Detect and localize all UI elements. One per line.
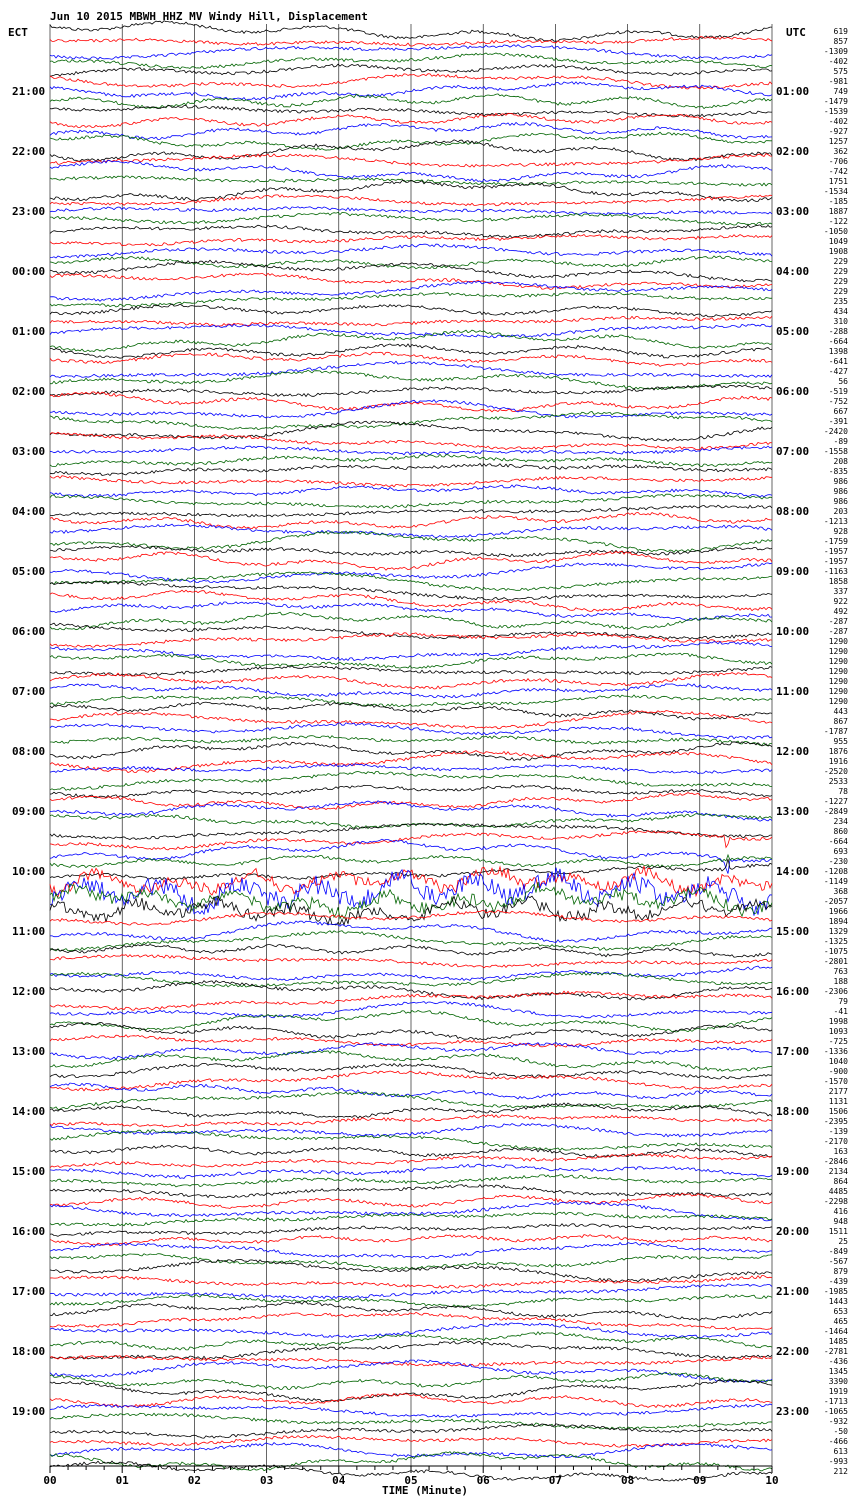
trace-scale-label: -664 xyxy=(828,337,848,346)
ect-hour-label: 01:00 xyxy=(12,325,46,338)
trace-scale-label: 368 xyxy=(833,887,848,896)
trace-scale-label: 1049 xyxy=(828,237,848,246)
trace-scale-label: 619 xyxy=(833,27,848,36)
trace-scale-label: 575 xyxy=(833,67,848,76)
trace-scale-label: 667 xyxy=(833,407,848,416)
trace-scale-label: 234 xyxy=(833,817,848,826)
utc-hour-label: 02:00 xyxy=(776,145,810,158)
trace-scale-label: 163 xyxy=(833,1147,848,1156)
trace-scale-label: 465 xyxy=(833,1317,848,1326)
trace-scale-label: 928 xyxy=(833,527,848,536)
ect-hour-label: 08:00 xyxy=(12,745,46,758)
utc-hour-labels xyxy=(776,85,809,1418)
trace-scale-label: -2849 xyxy=(823,807,848,816)
trace-scale-label: -567 xyxy=(828,1257,848,1266)
trace-scale-label: -752 xyxy=(828,397,848,406)
x-tick-label: 02 xyxy=(187,1474,202,1487)
trace-scale-label: 1290 xyxy=(828,697,848,706)
x-tick-label: 05 xyxy=(404,1474,418,1487)
trace-scale-label: -402 xyxy=(828,57,848,66)
x-axis-label: TIME (Minute) xyxy=(381,1484,469,1497)
ect-hour-label: 00:00 xyxy=(12,265,46,278)
ect-hour-label: 15:00 xyxy=(12,1165,46,1178)
trace-scale-label: -1479 xyxy=(823,97,848,106)
trace-scale-label: 653 xyxy=(833,1307,848,1316)
ect-hour-label: 02:00 xyxy=(12,385,46,398)
trace-scale-label: 1329 xyxy=(828,927,848,936)
ect-hour-label: 12:00 xyxy=(12,985,46,998)
trace-scale-label: -1759 xyxy=(823,537,848,546)
trace-scale-label: -981 xyxy=(828,77,848,86)
trace-scale-label: -725 xyxy=(828,1037,848,1046)
trace-scale-label: 1345 xyxy=(828,1367,848,1376)
trace-scale-label: 1398 xyxy=(828,347,848,356)
trace-scale-label: 860 xyxy=(833,827,848,836)
trace-scale-label: 1290 xyxy=(828,687,848,696)
trace-scale-label: -1570 xyxy=(823,1077,848,1086)
trace-scale-label: -1163 xyxy=(823,567,848,576)
trace-scale-label: -41 xyxy=(833,1007,848,1016)
trace-scale-label: -439 xyxy=(828,1277,848,1286)
trace-scale-label: 2533 xyxy=(828,777,848,786)
trace-scale-label: 693 xyxy=(833,847,848,856)
trace-scale-label: 1966 xyxy=(828,907,848,916)
trace-scale-label: 1443 xyxy=(828,1297,848,1306)
trace-scale-label: -1539 xyxy=(823,107,848,116)
trace-scale-label: -427 xyxy=(828,367,848,376)
trace-scale-label: 235 xyxy=(833,297,848,306)
ect-hour-label: 17:00 xyxy=(12,1285,46,1298)
trace-scale-label: 1511 xyxy=(828,1227,848,1236)
trace-scale-label: 337 xyxy=(833,587,848,596)
trace-scale-label: -1325 xyxy=(823,937,848,946)
trace-scale-label: -2057 xyxy=(823,897,848,906)
trace-scale-label: -230 xyxy=(828,857,848,866)
trace-scale-label: 203 xyxy=(833,507,848,516)
trace-scale-labels xyxy=(824,27,848,1476)
trace-scale-label: -2420 xyxy=(823,427,848,436)
trace-scale-label: 4485 xyxy=(828,1187,848,1196)
x-tick-label: 08 xyxy=(620,1474,635,1487)
x-tick-label: 04 xyxy=(332,1474,346,1487)
utc-header: UTC xyxy=(786,26,806,39)
trace-scale-label: -932 xyxy=(828,1417,848,1426)
trace-scale-label: 1290 xyxy=(828,657,848,666)
trace-scale-label: -2781 xyxy=(823,1347,848,1356)
utc-hour-label: 06:00 xyxy=(776,385,810,398)
ect-hour-label: 16:00 xyxy=(12,1225,46,1238)
trace-scale-label: -2298 xyxy=(823,1197,848,1206)
trace-scale-label: 434 xyxy=(833,307,848,316)
utc-hour-label: 08:00 xyxy=(776,505,810,518)
trace-scale-label: 1290 xyxy=(828,637,848,646)
trace-scale-label: 2177 xyxy=(828,1087,848,1096)
utc-hour-label: 17:00 xyxy=(776,1045,810,1058)
trace-scale-label: -835 xyxy=(828,467,848,476)
ect-hour-label: 21:00 xyxy=(12,85,46,98)
utc-hour-label: 13:00 xyxy=(776,805,810,818)
trace-scale-label: 1485 xyxy=(828,1337,848,1346)
trace-scale-label: 310 xyxy=(833,317,848,326)
utc-hour-label: 14:00 xyxy=(776,865,810,878)
utc-hour-label: 15:00 xyxy=(776,925,810,938)
trace-scale-label: 1257 xyxy=(828,137,848,146)
trace-scale-label: 948 xyxy=(833,1217,848,1226)
trace-scale-label: 1290 xyxy=(828,667,848,676)
ect-hour-label: 13:00 xyxy=(12,1045,46,1058)
trace-scale-label: -89 xyxy=(833,437,848,446)
x-tick-label: 09 xyxy=(693,1474,707,1487)
trace-scale-label: -1309 xyxy=(823,47,848,56)
trace-scale-label: 1131 xyxy=(828,1097,848,1106)
trace-scale-label: 749 xyxy=(833,87,848,96)
trace-scale-label: -1957 xyxy=(823,547,848,556)
trace-scale-label: 986 xyxy=(833,497,848,506)
trace-scale-label: 79 xyxy=(838,997,848,1006)
x-tick-label: 00 xyxy=(43,1474,57,1487)
trace-scale-label: -1464 xyxy=(823,1327,848,1336)
trace-scale-label: -1208 xyxy=(823,867,848,876)
trace-scale-label: -287 xyxy=(828,627,848,636)
trace-scale-label: 229 xyxy=(833,277,848,286)
trace-scale-label: 922 xyxy=(833,597,848,606)
trace-scale-label: 1876 xyxy=(828,747,848,756)
trace-scale-label: 416 xyxy=(833,1207,848,1216)
trace-scale-label: 2134 xyxy=(828,1167,848,1176)
ect-hour-label: 03:00 xyxy=(12,445,46,458)
trace-scale-label: 613 xyxy=(833,1447,848,1456)
trace-scale-label: 879 xyxy=(833,1267,848,1276)
trace-scale-label: -122 xyxy=(828,217,848,226)
trace-scale-label: -1713 xyxy=(823,1397,848,1406)
utc-hour-label: 04:00 xyxy=(776,265,810,278)
trace-scale-label: 1998 xyxy=(828,1017,848,1026)
trace-scale-label: -927 xyxy=(828,127,848,136)
trace-scale-label: -2395 xyxy=(823,1117,848,1126)
utc-hour-label: 11:00 xyxy=(776,685,810,698)
ect-hour-label: 05:00 xyxy=(12,565,46,578)
utc-hour-label: 20:00 xyxy=(776,1225,810,1238)
trace-scale-label: 188 xyxy=(833,977,848,986)
ect-hour-label: 18:00 xyxy=(12,1345,46,1358)
trace-scale-label: 1858 xyxy=(828,577,848,586)
trace-scale-label: -993 xyxy=(828,1457,848,1466)
trace-scale-label: -1336 xyxy=(823,1047,848,1056)
trace-scale-label: -742 xyxy=(828,167,848,176)
trace-scale-label: -2846 xyxy=(823,1157,848,1166)
trace-scale-label: -1213 xyxy=(823,517,848,526)
trace-scale-label: -1075 xyxy=(823,947,848,956)
trace-scale-label: 1290 xyxy=(828,677,848,686)
ect-hour-label: 11:00 xyxy=(12,925,46,938)
trace-scale-label: -391 xyxy=(828,417,848,426)
trace-scale-label: 229 xyxy=(833,287,848,296)
utc-hour-label: 18:00 xyxy=(776,1105,810,1118)
ect-hour-label: 22:00 xyxy=(12,145,46,158)
utc-hour-label: 23:00 xyxy=(776,1405,810,1418)
trace-scale-label: -2170 xyxy=(823,1137,848,1146)
trace-scale-label: -466 xyxy=(828,1437,848,1446)
trace-scale-label: -2520 xyxy=(823,767,848,776)
trace-scale-label: 78 xyxy=(838,787,848,796)
utc-hour-label: 01:00 xyxy=(776,85,810,98)
utc-hour-label: 22:00 xyxy=(776,1345,810,1358)
trace-scale-label: 208 xyxy=(833,457,848,466)
ect-hour-label: 07:00 xyxy=(12,685,46,698)
x-tick-label: 03 xyxy=(259,1474,274,1487)
trace-scale-label: 1290 xyxy=(828,647,848,656)
trace-scale-label: 955 xyxy=(833,737,848,746)
x-tick-label: 10 xyxy=(765,1474,779,1487)
trace-scale-label: 229 xyxy=(833,257,848,266)
trace-scale-label: 763 xyxy=(833,967,848,976)
trace-scale-label: 1887 xyxy=(828,207,848,216)
chart-title: Jun 10 2015 MBWH HHZ MV Windy Hill, Displacement xyxy=(50,10,368,23)
trace-scale-label: 1093 xyxy=(828,1027,848,1036)
trace-scale-label: 212 xyxy=(833,1467,848,1476)
trace-scale-label: 443 xyxy=(833,707,848,716)
trace-scale-label: -1149 xyxy=(823,877,848,886)
trace-scale-label: -664 xyxy=(828,837,848,846)
trace-scale-label: 867 xyxy=(833,717,848,726)
trace-scale-label: 362 xyxy=(833,147,848,156)
trace-scale-label: -706 xyxy=(828,157,848,166)
trace-scale-label: 857 xyxy=(833,37,848,46)
trace-scale-label: 1751 xyxy=(828,177,848,186)
utc-hour-label: 05:00 xyxy=(776,325,810,338)
ect-hour-label: 06:00 xyxy=(12,625,46,638)
ect-hour-label: 23:00 xyxy=(12,205,46,218)
trace-scale-label: -1227 xyxy=(823,797,848,806)
ect-hour-label: 19:00 xyxy=(12,1405,46,1418)
trace-scale-label: 986 xyxy=(833,477,848,486)
trace-scale-label: 1908 xyxy=(828,247,848,256)
ect-hour-label: 14:00 xyxy=(12,1105,46,1118)
utc-hour-label: 03:00 xyxy=(776,205,810,218)
utc-hour-label: 09:00 xyxy=(776,565,810,578)
trace-scale-label: -436 xyxy=(828,1357,848,1366)
trace-scale-label: -641 xyxy=(828,357,848,366)
utc-hour-label: 10:00 xyxy=(776,625,810,638)
x-tick-label: 01 xyxy=(115,1474,129,1487)
trace-scale-label: 1506 xyxy=(828,1107,848,1116)
utc-hour-label: 16:00 xyxy=(776,985,810,998)
ect-hour-label: 04:00 xyxy=(12,505,46,518)
trace-scale-label: -1534 xyxy=(823,187,848,196)
trace-scale-label: 3390 xyxy=(828,1377,848,1386)
trace-scale-label: -1787 xyxy=(823,727,848,736)
trace-scale-label: -1957 xyxy=(823,557,848,566)
trace-scale-label: -2306 xyxy=(823,987,848,996)
utc-hour-label: 12:00 xyxy=(776,745,810,758)
trace-scale-label: 1040 xyxy=(828,1057,848,1066)
ect-header: ECT xyxy=(8,26,28,39)
ect-hour-label: 10:00 xyxy=(12,865,46,878)
x-tick-label: 07 xyxy=(548,1474,563,1487)
trace-scale-label: -2801 xyxy=(823,957,848,966)
trace-scale-label: 1916 xyxy=(828,757,848,766)
trace-scale-label: -1558 xyxy=(823,447,848,456)
trace-scale-label: -139 xyxy=(828,1127,848,1136)
utc-hour-label: 07:00 xyxy=(776,445,810,458)
trace-scale-label: 986 xyxy=(833,487,848,496)
utc-hour-label: 19:00 xyxy=(776,1165,810,1178)
trace-scale-label: -50 xyxy=(833,1427,848,1436)
minute-gridlines xyxy=(50,24,772,1466)
ect-hour-labels xyxy=(12,85,45,1418)
trace-scale-label: -519 xyxy=(828,387,848,396)
trace-scale-label: -288 xyxy=(828,327,848,336)
trace-scale-label: -849 xyxy=(828,1247,848,1256)
trace-scale-label: -1065 xyxy=(823,1407,848,1416)
trace-scale-label: -900 xyxy=(828,1067,848,1076)
trace-scale-label: 25 xyxy=(838,1237,848,1246)
trace-scale-label: -185 xyxy=(828,197,848,206)
trace-scale-label: -1985 xyxy=(823,1287,848,1296)
utc-hour-label: 21:00 xyxy=(776,1285,810,1298)
x-tick-label: 06 xyxy=(476,1474,490,1487)
trace-scale-label: 1894 xyxy=(828,917,848,926)
trace-scale-label: 492 xyxy=(833,607,848,616)
trace-scale-label: 56 xyxy=(838,377,848,386)
trace-scale-label: 229 xyxy=(833,267,848,276)
ect-hour-label: 09:00 xyxy=(12,805,46,818)
trace-scale-label: 864 xyxy=(833,1177,848,1186)
trace-scale-label: -287 xyxy=(828,617,848,626)
trace-scale-label: -402 xyxy=(828,117,848,126)
trace-scale-label: 1919 xyxy=(828,1387,848,1396)
trace-scale-label: -1050 xyxy=(823,227,848,236)
